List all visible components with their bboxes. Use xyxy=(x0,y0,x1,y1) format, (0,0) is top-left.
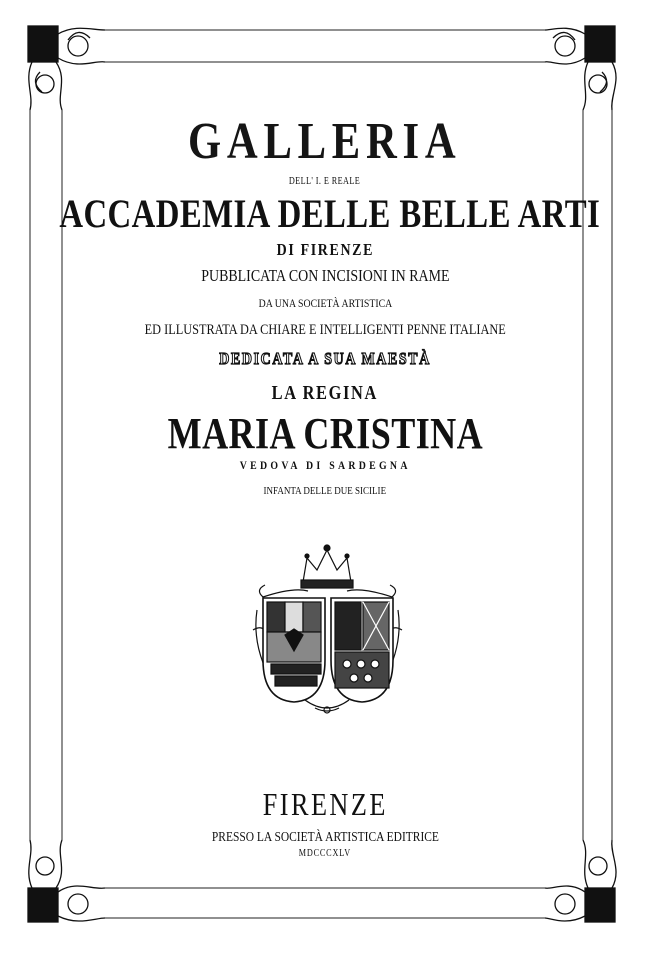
title-maria-cristina: MARIA CRISTINA xyxy=(167,409,483,458)
subtitle-di-firenze: DI FIRENZE xyxy=(276,240,374,259)
line-la-regina: LA REGINA xyxy=(271,382,379,404)
imprint-year: MDCCCXLV xyxy=(298,848,352,859)
coat-of-arms-image xyxy=(245,540,410,715)
corner-ornament-top-right xyxy=(545,26,616,110)
corner-ornament-top-left xyxy=(28,26,105,110)
line-pubblicata: PUBBLICATA CON INCISIONI IN RAME xyxy=(200,266,450,285)
line-infanta: INFANTA DELLE DUE SICILIE xyxy=(263,485,387,497)
subtitle-dell-reale: DELL' I. E REALE xyxy=(289,176,361,187)
imprint-publisher: PRESSO LA SOCIETÀ ARTISTICA EDITRICE xyxy=(211,830,439,845)
line-dedicata: DEDICATA A SUA MAESTÀ xyxy=(219,349,431,368)
title-galleria: GALLERIA xyxy=(188,113,462,170)
title-accademia: ACCADEMIA DELLE BELLE ARTI xyxy=(59,191,601,236)
line-societa: DA UNA SOCIETÀ ARTISTICA xyxy=(258,296,392,310)
line-vedova: VEDOVA DI SARDEGNA xyxy=(239,458,411,472)
imprint-city: FIRENZE xyxy=(262,786,388,822)
line-illustrata: ED ILLUSTRATA DA CHIARE E INTELLIGENTI PENNE ITALIANE xyxy=(144,322,506,338)
